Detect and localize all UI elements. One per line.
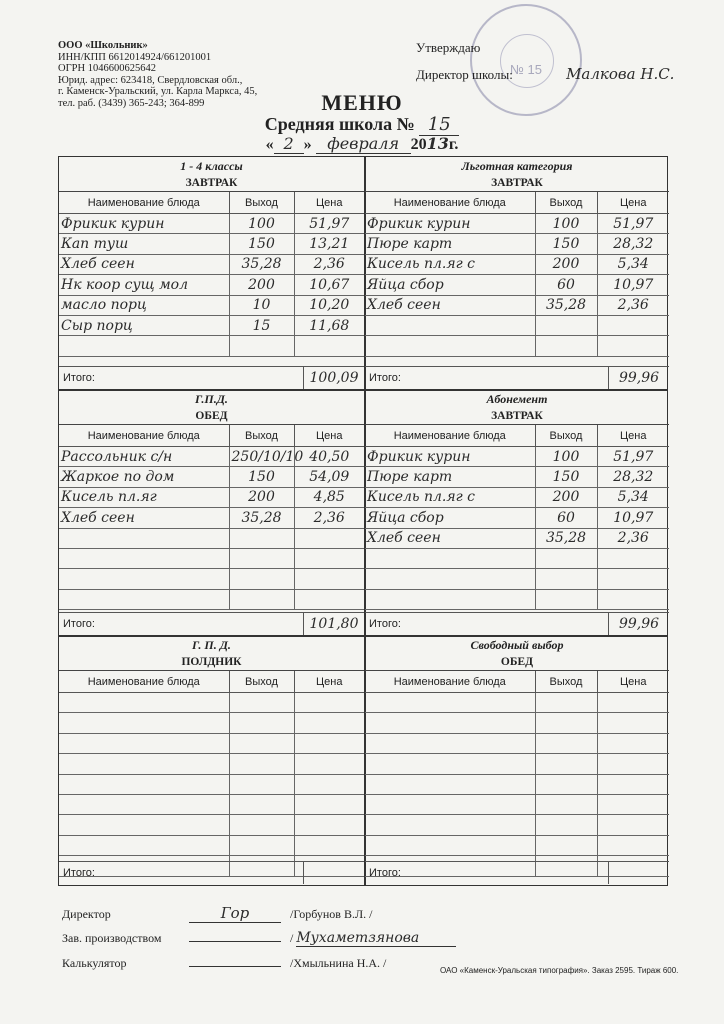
dish-output: 60: [535, 275, 597, 295]
dish-name: [365, 569, 535, 589]
dish-output: [229, 733, 294, 753]
column-header-name: Наименование блюда: [59, 192, 229, 214]
table-row: [365, 528, 669, 548]
table-row: [59, 528, 364, 548]
dish-price: [597, 815, 669, 835]
dish-price: [294, 835, 364, 855]
dish-price: 10,97: [597, 508, 669, 528]
total-value: 100,09: [303, 367, 364, 389]
dish-name: [59, 336, 229, 356]
dish-output: [229, 336, 294, 356]
director-name: /Горбунов В.Л. /: [290, 907, 373, 921]
dish-name: [365, 794, 535, 814]
table-row: [365, 254, 669, 274]
total-label: Итого:: [63, 867, 95, 879]
total-value: [608, 862, 669, 884]
table-row: [59, 589, 364, 609]
total-label: Итого:: [369, 867, 401, 879]
panel-meal: ЗАВТРАК: [365, 173, 669, 192]
table-row: [59, 487, 364, 507]
table-row: [59, 713, 364, 733]
dish-name: масло порц: [59, 295, 229, 315]
dish-output: [535, 569, 597, 589]
dish-output: [535, 693, 597, 713]
date-month: февраля: [316, 134, 411, 154]
date-open: «: [265, 136, 274, 153]
dish-price: [597, 569, 669, 589]
company-name: ООО «Школьник»: [58, 40, 148, 51]
column-header-output: Выход: [229, 425, 294, 447]
dish-price: [597, 774, 669, 794]
dish-price: [294, 336, 364, 356]
dish-price: [597, 315, 669, 335]
company-address-2: г. Каменск-Уральский, ул. Карла Маркса, 45,: [58, 86, 258, 97]
dish-price: 40,50: [294, 447, 364, 467]
total-label: Итого:: [63, 618, 95, 630]
company-ogrn: ОГРН 1046600625642: [58, 63, 156, 74]
table-row: [365, 569, 669, 589]
calculator-sign-mark: [189, 966, 281, 967]
dish-name: Яйца сбор: [365, 508, 535, 528]
director-signature: Малкова Н.С.: [566, 65, 675, 83]
dish-name: Нк коор сущ мол: [59, 275, 229, 295]
dish-name: [59, 774, 229, 794]
table-row: [59, 693, 364, 713]
dish-price: [597, 713, 669, 733]
table-row: [365, 315, 669, 335]
table-row: [365, 589, 669, 609]
dish-price: [294, 569, 364, 589]
dish-output: [229, 754, 294, 774]
dish-output: [229, 528, 294, 548]
dish-name: Рассольник с/н: [59, 447, 229, 467]
column-header-price: Цена: [294, 671, 364, 693]
dish-price: [294, 528, 364, 548]
table-row: [365, 815, 669, 835]
dish-output: 200: [229, 487, 294, 507]
dish-price: 11,68: [294, 315, 364, 335]
total-value: 101,80: [303, 613, 364, 635]
dish-name: [365, 754, 535, 774]
table-row: [365, 794, 669, 814]
dish-output: [229, 774, 294, 794]
dish-name: [59, 569, 229, 589]
dish-output: [229, 548, 294, 568]
dish-output: 200: [229, 275, 294, 295]
dish-price: 5,34: [597, 254, 669, 274]
menu-panel-p6: [365, 636, 669, 884]
column-header-name: Наименование блюда: [59, 671, 229, 693]
dish-output: [535, 713, 597, 733]
dish-name: Яйца сбор: [365, 275, 535, 295]
dish-output: [229, 569, 294, 589]
dish-output: [535, 589, 597, 609]
dish-name: Хлеб сеен: [59, 508, 229, 528]
approval-block: [416, 40, 716, 83]
dish-output: [229, 815, 294, 835]
company-inn: ИНН/КПП 6612014924/661201001: [58, 51, 212, 63]
dish-name: [59, 548, 229, 568]
school-line: [0, 114, 724, 136]
dish-price: 10,20: [294, 295, 364, 315]
panel-meal: ОБЕД: [59, 406, 364, 425]
menu-panel-p3: [59, 390, 364, 635]
total-row: [59, 861, 364, 884]
menu-panel-p2: [365, 157, 669, 389]
table-row: [59, 754, 364, 774]
date-year: 13: [426, 134, 449, 153]
table-row: [59, 254, 364, 274]
dish-output: [229, 589, 294, 609]
total-row: [365, 861, 669, 884]
dish-name: [365, 733, 535, 753]
dish-name: Кисель пл.яг: [59, 487, 229, 507]
panel-heading: Льготная категория: [461, 159, 573, 173]
table-row: [365, 275, 669, 295]
table-row: [59, 295, 364, 315]
table-row: [59, 508, 364, 528]
table-row: [59, 214, 364, 234]
table-row: [365, 214, 669, 234]
column-header-output: Выход: [535, 425, 597, 447]
total-value: 99,96: [608, 613, 669, 635]
dish-output: [535, 733, 597, 753]
dish-output: [535, 774, 597, 794]
menu-table: [365, 671, 669, 877]
table-row: [365, 693, 669, 713]
column-header-output: Выход: [229, 671, 294, 693]
dish-output: [535, 815, 597, 835]
dish-price: 2,36: [294, 254, 364, 274]
dish-price: [294, 774, 364, 794]
table-row: [365, 508, 669, 528]
table-row: [365, 754, 669, 774]
dish-price: 28,32: [597, 467, 669, 487]
dish-price: [597, 733, 669, 753]
dish-output: [535, 754, 597, 774]
dish-price: 54,09: [294, 467, 364, 487]
table-row: [365, 447, 669, 467]
dish-output: 35,28: [229, 254, 294, 274]
table-row: [59, 835, 364, 855]
column-header-output: Выход: [535, 192, 597, 214]
menu-table: [59, 671, 364, 877]
panel-heading: 1 - 4 классы: [180, 159, 243, 173]
signature-director: [62, 904, 372, 923]
total-label: Итого:: [369, 618, 401, 630]
dish-price: 51,97: [294, 214, 364, 234]
dish-output: [535, 794, 597, 814]
dish-name: [365, 336, 535, 356]
date-day: 2: [274, 134, 304, 154]
dish-output: [535, 835, 597, 855]
dish-output: 100: [535, 214, 597, 234]
total-value: [303, 862, 364, 884]
dish-price: 51,97: [597, 214, 669, 234]
table-row: [59, 569, 364, 589]
dish-output: 150: [535, 467, 597, 487]
total-row: [365, 612, 669, 635]
calculator-name: /Хмыльнина Н.А. /: [290, 956, 387, 970]
table-row: [365, 835, 669, 855]
dish-price: [294, 589, 364, 609]
dish-price: 28,32: [597, 234, 669, 254]
panel-heading: Г.П.Д.: [195, 392, 228, 406]
signature-production: [62, 930, 456, 947]
dish-output: [535, 315, 597, 335]
column-header-price: Цена: [294, 425, 364, 447]
dish-name: [365, 693, 535, 713]
dish-price: [597, 754, 669, 774]
dish-name: [59, 794, 229, 814]
dish-price: [597, 336, 669, 356]
dish-name: [365, 315, 535, 335]
panel-meal: ОБЕД: [365, 652, 669, 671]
dish-name: [59, 589, 229, 609]
total-label: Итого:: [369, 372, 401, 384]
dish-price: [294, 548, 364, 568]
column-header-name: Наименование блюда: [365, 425, 535, 447]
table-row: [365, 295, 669, 315]
dish-price: [294, 713, 364, 733]
panel-meal: ПОЛДНИК: [59, 652, 364, 671]
table-row: [59, 447, 364, 467]
dish-output: [229, 835, 294, 855]
production-label: Зав. производством: [62, 931, 162, 945]
dish-name: [365, 589, 535, 609]
table-row: [365, 713, 669, 733]
dish-name: [365, 835, 535, 855]
panel-heading: Свободный выбор: [470, 638, 564, 652]
dish-price: 5,34: [597, 487, 669, 507]
column-header-price: Цена: [597, 671, 669, 693]
dish-output: [229, 713, 294, 733]
table-row: [365, 234, 669, 254]
dish-price: [597, 693, 669, 713]
menu-table: [59, 192, 364, 357]
table-row: [365, 467, 669, 487]
total-value: 99,96: [608, 367, 669, 389]
director-sign-mark: Гор: [189, 904, 281, 923]
menu-table: [59, 425, 364, 610]
dish-output: 35,28: [535, 528, 597, 548]
table-row: [59, 548, 364, 568]
company-phone: тел. раб. (3439) 365-243; 364-899: [58, 97, 205, 109]
menu-title: МЕНЮ: [321, 90, 403, 115]
column-header-price: Цена: [597, 425, 669, 447]
stamp-number: № 15: [509, 62, 543, 77]
dish-output: [535, 548, 597, 568]
director-label: Директор: [62, 907, 111, 921]
total-label: Итого:: [63, 372, 95, 384]
dish-price: 2,36: [597, 528, 669, 548]
dish-price: [597, 794, 669, 814]
signature-calculator: [62, 956, 386, 971]
table-row: [59, 315, 364, 335]
dish-price: [294, 733, 364, 753]
table-row: [59, 234, 364, 254]
production-name: Мухаметзянова: [296, 930, 456, 947]
director-school-label: Директор школы:: [416, 67, 513, 82]
production-sign-mark: [189, 941, 281, 942]
dish-name: Хлеб сеен: [59, 254, 229, 274]
dish-output: 100: [535, 447, 597, 467]
table-row: [59, 275, 364, 295]
dish-name: Жаркое по дом: [59, 467, 229, 487]
table-row: [59, 733, 364, 753]
table-row: [365, 733, 669, 753]
dish-output: 200: [535, 487, 597, 507]
dish-name: [59, 754, 229, 774]
dish-name: [365, 713, 535, 733]
menu-table: [365, 192, 669, 357]
menu-table: [365, 425, 669, 610]
panel-meal: ЗАВТРАК: [365, 406, 669, 425]
dish-name: [59, 835, 229, 855]
dish-name: Пюре карт: [365, 234, 535, 254]
dish-price: 4,85: [294, 487, 364, 507]
dish-output: 150: [229, 467, 294, 487]
panel-heading: Г. П. Д.: [192, 638, 231, 652]
table-row: [365, 548, 669, 568]
column-header-name: Наименование блюда: [365, 192, 535, 214]
dish-name: Фрикик курин: [365, 447, 535, 467]
dish-name: Пюре карт: [365, 467, 535, 487]
table-row: [59, 336, 364, 356]
date-close: »: [303, 136, 312, 153]
dish-name: [59, 693, 229, 713]
total-row: [365, 366, 669, 389]
table-row: [365, 487, 669, 507]
dish-output: 35,28: [535, 295, 597, 315]
dish-output: 10: [229, 295, 294, 315]
panel-meal: ЗАВТРАК: [59, 173, 364, 192]
approval-label: Утверждаю: [416, 40, 481, 55]
dish-name: [59, 713, 229, 733]
table-row: [365, 336, 669, 356]
dish-price: 10,67: [294, 275, 364, 295]
dish-name: Кисель пл.яг с: [365, 254, 535, 274]
year-suffix: г.: [448, 136, 459, 153]
dish-output: 35,28: [229, 508, 294, 528]
date-line: [0, 134, 724, 154]
dish-name: [59, 815, 229, 835]
table-row: [59, 467, 364, 487]
dish-name: Кап туш: [59, 234, 229, 254]
production-slash: /: [290, 931, 294, 945]
dish-name: Сыр порц: [59, 315, 229, 335]
dish-output: 150: [535, 234, 597, 254]
panel-heading: Абонемент: [486, 392, 548, 406]
table-row: [59, 794, 364, 814]
dish-price: [597, 548, 669, 568]
table-row: [365, 774, 669, 794]
table-row: [59, 774, 364, 794]
dish-name: Кисель пл.яг с: [365, 487, 535, 507]
dish-price: [294, 693, 364, 713]
dish-price: 51,97: [597, 447, 669, 467]
dish-name: [365, 548, 535, 568]
dish-price: 13,21: [294, 234, 364, 254]
dish-output: 150: [229, 234, 294, 254]
dish-price: [294, 754, 364, 774]
column-header-output: Выход: [535, 671, 597, 693]
total-row: [59, 612, 364, 635]
dish-name: Фрикик курин: [59, 214, 229, 234]
dish-price: 2,36: [597, 295, 669, 315]
dish-output: [229, 794, 294, 814]
dish-output: 100: [229, 214, 294, 234]
dish-output: 250/10/10: [229, 447, 294, 467]
printer-note: ОАО «Каменск-Уральская типография». Заказ 2595. Тираж 600.: [440, 966, 679, 975]
dish-price: [294, 794, 364, 814]
column-header-name: Наименование блюда: [365, 671, 535, 693]
dish-name: Фрикик курин: [365, 214, 535, 234]
school-prefix: Средняя школа №: [264, 114, 415, 134]
dish-name: [365, 774, 535, 794]
dish-price: [294, 815, 364, 835]
dish-name: [59, 528, 229, 548]
column-header-output: Выход: [229, 192, 294, 214]
total-row: [59, 366, 364, 389]
dish-name: [59, 733, 229, 753]
dish-output: 60: [535, 508, 597, 528]
menu-panel-p5: [59, 636, 364, 884]
calculator-label: Калькулятор: [62, 956, 127, 970]
column-header-price: Цена: [294, 192, 364, 214]
column-header-price: Цена: [597, 192, 669, 214]
dish-name: [365, 815, 535, 835]
dish-price: [597, 589, 669, 609]
dish-output: [229, 693, 294, 713]
company-address-1: Юрид. адрес: 623418, Свердловская обл.,: [58, 74, 243, 86]
year-prefix: 20: [410, 136, 427, 153]
menu-panel-p1: [59, 157, 364, 389]
menu-grid: [58, 156, 668, 886]
dish-output: 200: [535, 254, 597, 274]
dish-name: Хлеб сеен: [365, 295, 535, 315]
dish-price: [597, 835, 669, 855]
menu-panel-p4: [365, 390, 669, 635]
dish-price: 10,97: [597, 275, 669, 295]
school-number: 15: [419, 114, 459, 136]
dish-price: 2,36: [294, 508, 364, 528]
table-row: [59, 815, 364, 835]
dish-output: 15: [229, 315, 294, 335]
dish-name: Хлеб сеен: [365, 528, 535, 548]
column-header-name: Наименование блюда: [59, 425, 229, 447]
dish-output: [535, 336, 597, 356]
